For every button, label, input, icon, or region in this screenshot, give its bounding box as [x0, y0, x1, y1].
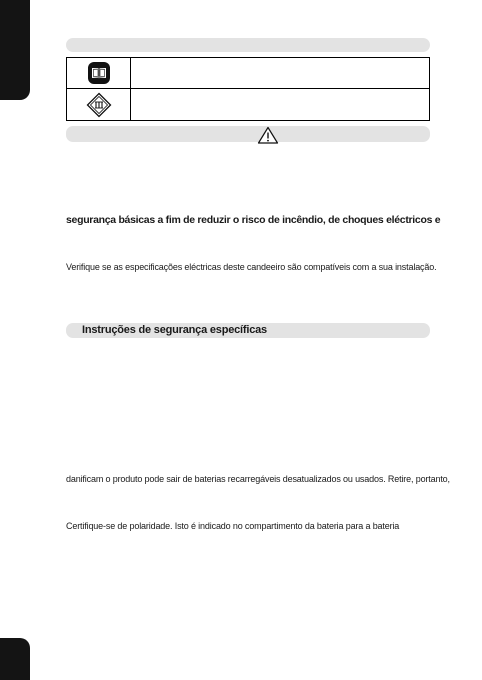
section-band-top [66, 38, 430, 52]
section-heading: Instruções de segurança específicas [82, 324, 267, 336]
specs-text-line: Verifique se as especificações eléctricas deste candeeiro são compatíveis com a sua instalação. [66, 262, 437, 272]
safety-text-bold-line: segurança básicas a fim de reduzir o risco de incêndio, de choques eléctricos e [66, 214, 441, 226]
symbol-table [66, 57, 430, 121]
warning-band [66, 126, 430, 142]
side-tab-top [0, 0, 30, 100]
polarity-text-line: Certifique-se de polaridade. Isto é indicado no compartimento da bateria para a bateria [66, 521, 400, 531]
symbol-row-class3 [67, 89, 429, 120]
symbol-cell [67, 89, 131, 120]
batteries-text-line: danificam o produto pode sair de baterias recarregáveis desatualizados ou usados. Retire, portanto, [66, 474, 450, 484]
warning-triangle-icon [257, 126, 279, 144]
symbol-cell [67, 58, 131, 88]
side-tab-bottom [0, 638, 30, 680]
book-manual-icon [87, 61, 111, 85]
class-III-diamond-icon [86, 92, 112, 118]
symbol-row-manual [67, 58, 429, 89]
